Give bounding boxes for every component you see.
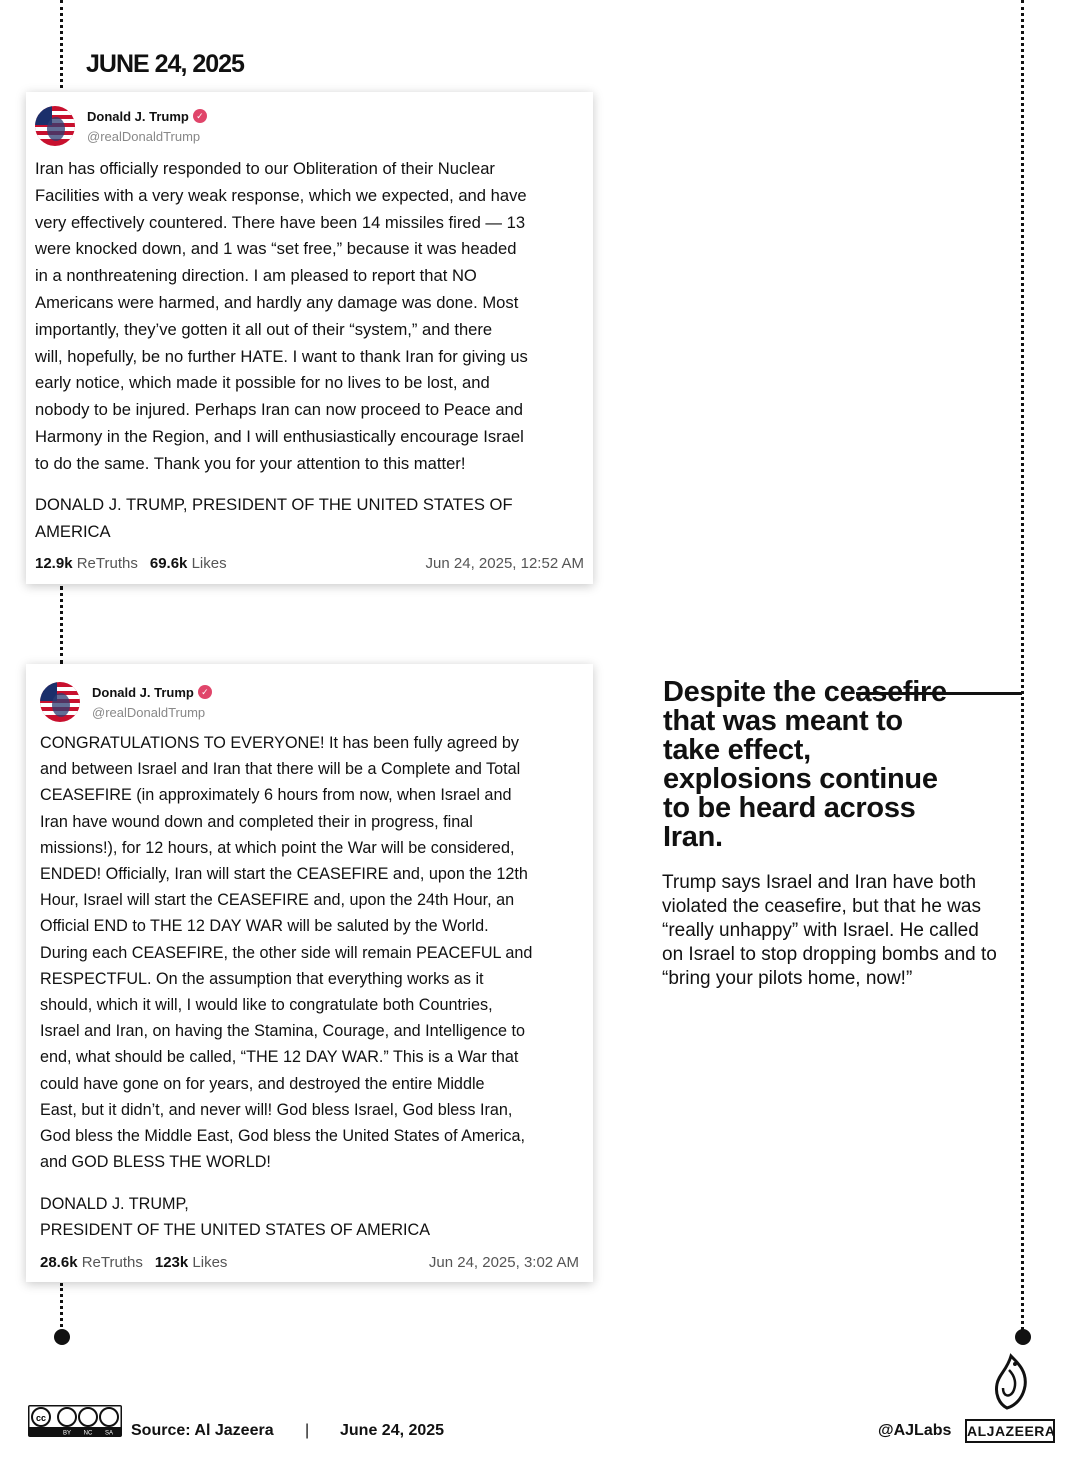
likes-stat[interactable]: 69.6k Likes bbox=[149, 555, 227, 572]
verified-badge-icon: ✓ bbox=[193, 109, 207, 123]
post-line: Hour, Israel will start the CEASEFIRE and, upon the 24th Hour, an bbox=[40, 891, 515, 910]
post-line: Iran has officially responded to our Obliteration of their Nuclear bbox=[35, 159, 495, 178]
timeline-end-dot-right bbox=[1015, 1329, 1031, 1345]
footer-handle[interactable]: @AJLabs bbox=[878, 1422, 952, 1439]
post-line: should, which it will, I would like to congratulate both Countries, bbox=[40, 996, 493, 1015]
author-handle[interactable]: @realDonaldTrump bbox=[87, 128, 201, 144]
post-line: and between Israel and Iran that there will be a Complete and Total bbox=[40, 760, 521, 779]
post-header bbox=[35, 106, 207, 146]
post-line: Official END to THE 12 DAY WAR will be saluted by the World. bbox=[40, 917, 489, 936]
post-stats bbox=[35, 555, 239, 572]
signature-line: AMERICA bbox=[35, 521, 111, 541]
post-line: and GOD BLESS THE WORLD! bbox=[40, 1153, 271, 1172]
post-stats bbox=[40, 1254, 239, 1271]
post-line: CONGRATULATIONS TO EVERYONE! It has been fully agreed by bbox=[40, 734, 519, 752]
timeline-line-left-middle bbox=[60, 586, 63, 664]
likes-stat[interactable]: 123k Likes bbox=[154, 1254, 228, 1271]
post-card-2 bbox=[26, 664, 593, 1282]
cc-license-icon bbox=[28, 1405, 122, 1437]
side-body: Trump says Israel and Iran have both violated the ceasefire, but that he was “really unhappy” with Israel. He called on Israel to stop dropping bombs and to “bring your pilots home, now!” bbox=[662, 872, 997, 989]
post-line: Americans were harmed, and hardly any damage was done. Most bbox=[35, 292, 519, 312]
post-line: nobody to be injured. Perhaps Iran can now proceed to Peace and bbox=[35, 400, 524, 420]
signature-line: DONALD J. TRUMP, PRESIDENT OF THE UNITED STATES OF bbox=[35, 495, 513, 514]
footer-source: Source: Al Jazeera bbox=[131, 1422, 274, 1439]
aljazeera-wordmark: ALJAZEERA bbox=[965, 1419, 1055, 1443]
side-headline: Despite the ceasefire that was meant to take effect, explosions continue to be heard across Iran. bbox=[663, 676, 947, 853]
post-line: in a nonthreatening direction. I am pleased to report that NO bbox=[35, 266, 477, 286]
post-line: early notice, which made it possible for no lives to be lost, and bbox=[35, 373, 490, 393]
post-line: very effectively countered. There have been 14 missiles fired — 13 bbox=[35, 212, 526, 232]
retruths-stat[interactable]: 12.9k ReTruths bbox=[35, 555, 138, 572]
post-body bbox=[35, 156, 587, 478]
verified-badge-icon: ✓ bbox=[198, 685, 212, 699]
signature-line: PRESIDENT OF THE UNITED STATES OF AMERICA bbox=[40, 1221, 431, 1240]
post-line: missions!), for 12 hours, at which point the War will be considered, bbox=[40, 838, 515, 857]
timeline-line-left-bottom bbox=[60, 1283, 63, 1333]
aljazeera-logo-icon bbox=[989, 1352, 1033, 1412]
post-header bbox=[40, 682, 212, 722]
timeline-end-dot-left bbox=[54, 1329, 70, 1345]
post-line: were knocked down, and 1 was “set free,” because it was headed bbox=[35, 239, 517, 259]
retruths-stat[interactable]: 28.6k ReTruths bbox=[40, 1254, 143, 1271]
post-line: God bless the Middle East, God bless the United States of America, bbox=[40, 1127, 525, 1146]
post-line: will, hopefully, be no further HATE. I want to thank Iran for giving us bbox=[35, 346, 528, 366]
post-line: could have gone on for years, and destroyed the entire Middle bbox=[40, 1074, 485, 1093]
post-line: Iran have wound down and completed their in progress, final bbox=[40, 812, 473, 831]
avatar[interactable] bbox=[35, 106, 75, 146]
post-timestamp[interactable]: Jun 24, 2025, 12:52 AM bbox=[425, 555, 584, 572]
post-line: importantly, they’ve gotten it all out of their “system,” and there bbox=[35, 319, 493, 339]
footer-separator: | bbox=[305, 1422, 310, 1439]
post-signature bbox=[35, 492, 587, 546]
post-line: to do the same. Thank you for your attention to this matter! bbox=[35, 453, 466, 473]
post-line: Israel and Iran, on having the Stamina, Courage, and Intelligence to bbox=[40, 1022, 526, 1041]
post-line: end, what should be called, “THE 12 DAY WAR.” This is a War that bbox=[40, 1048, 519, 1067]
post-line: CEASEFIRE (in approximately 6 hours from now, when Israel and bbox=[40, 786, 512, 805]
post-body bbox=[40, 730, 588, 1175]
author-handle[interactable]: @realDonaldTrump bbox=[92, 704, 206, 720]
author-name[interactable]: Donald J. Trump bbox=[87, 108, 189, 124]
avatar[interactable] bbox=[40, 682, 80, 722]
post-line: ENDED! Officially, Iran will start the CEASEFIRE and, upon the 12th bbox=[40, 865, 528, 884]
author-name[interactable]: Donald J. Trump bbox=[92, 684, 194, 700]
post-timestamp[interactable]: Jun 24, 2025, 3:02 AM bbox=[428, 1254, 579, 1271]
timeline-line-left-top bbox=[60, 0, 63, 88]
date-heading: JUNE 24, 2025 bbox=[86, 50, 244, 78]
timeline-line-right bbox=[1021, 0, 1024, 1330]
avatar-flag-portrait-icon bbox=[35, 106, 75, 146]
post-signature bbox=[40, 1191, 588, 1243]
post-line: Harmony in the Region, and I will enthusiastically encourage Israel bbox=[35, 426, 524, 446]
post-line: Facilities with a very weak response, which we expected, and have bbox=[35, 185, 527, 205]
post-line: During each CEASEFIRE, the other side will remain PEACEFUL and bbox=[40, 943, 533, 962]
avatar-flag-portrait-icon bbox=[40, 682, 80, 722]
cc-label: SA bbox=[104, 1430, 114, 1437]
cc-label: BY bbox=[62, 1430, 72, 1437]
post-card-1 bbox=[26, 92, 593, 584]
svg-text:cc: cc bbox=[35, 1413, 47, 1423]
signature-line: DONALD J. TRUMP, bbox=[40, 1195, 189, 1213]
post-line: East, but it didn’t, and never will! God bless Israel, God bless Iran, bbox=[40, 1100, 513, 1119]
footer-date: June 24, 2025 bbox=[340, 1422, 445, 1439]
cc-label: NC bbox=[83, 1430, 93, 1437]
post-line: RESPECTFUL. On the assumption that everything works as it bbox=[40, 969, 484, 988]
